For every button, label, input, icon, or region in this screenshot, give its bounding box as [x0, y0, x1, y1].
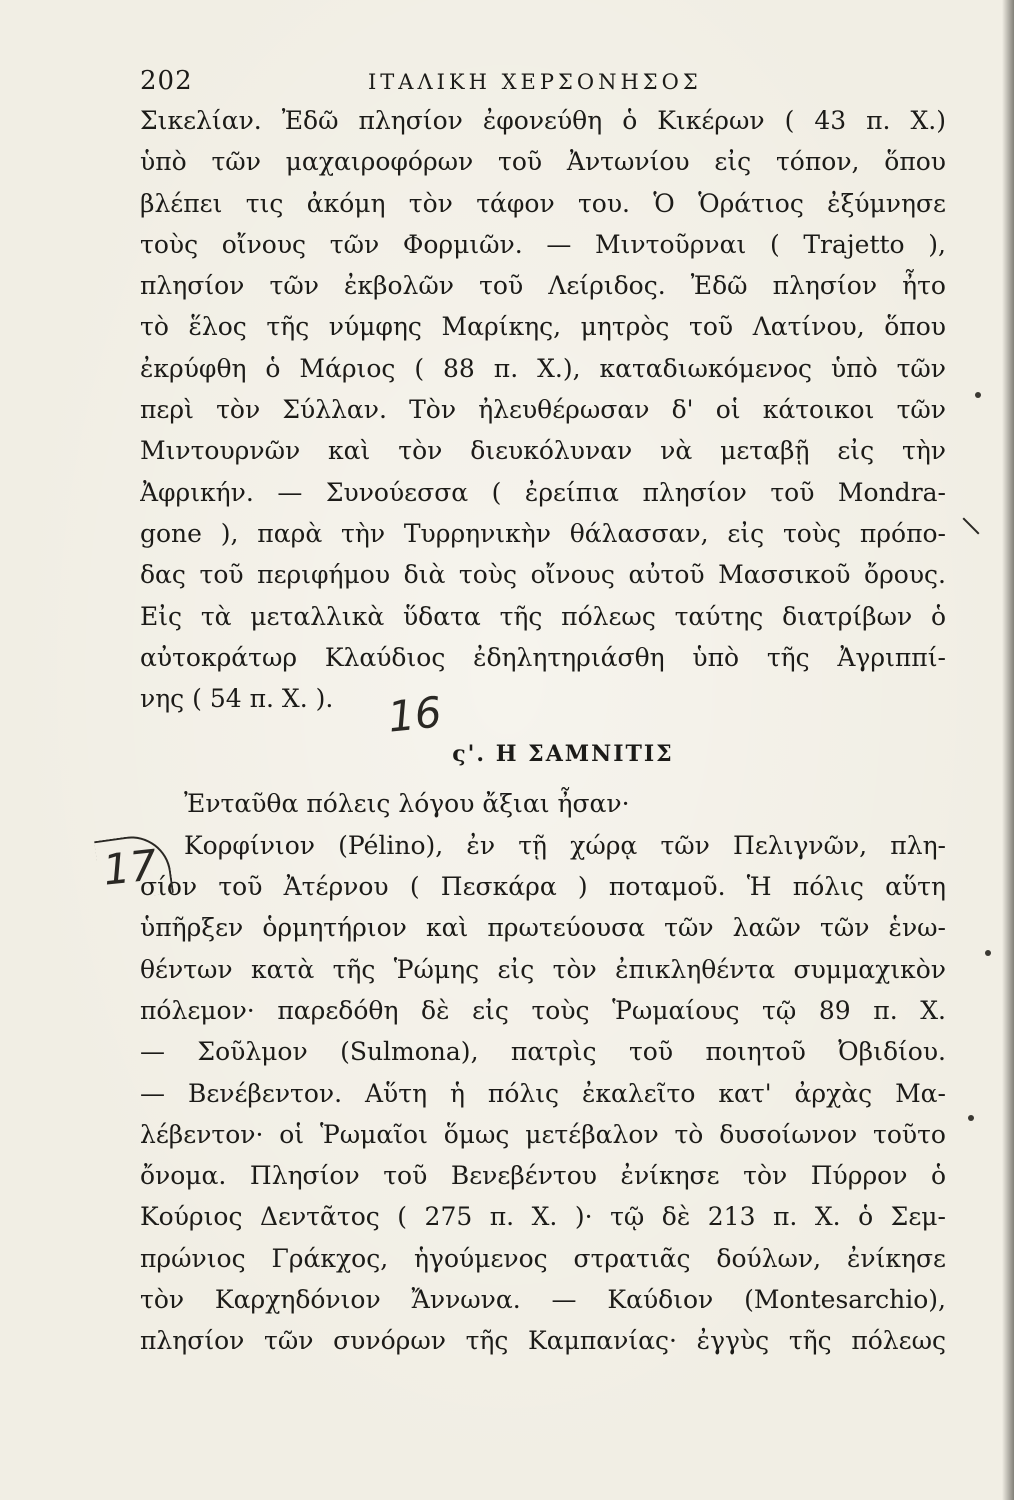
text-line: πλησίον τῶν συνόρων τῆς Καμπανίας· ἐγγὺς τῆς πόλεως: [140, 1326, 946, 1356]
text-line: ἐκρύφθη ὁ Μάριος ( 88 π. Χ.), καταδιωκόμενος ὑπὸ τῶν: [140, 353, 946, 383]
text-line: σίον τοῦ Ἀτέρνου ( Πεσκάρα ) ποταμοῦ. Ἡ πόλις αὕτη: [140, 872, 946, 902]
text-line: — Βενέβεντον. Αὕτη ἡ πόλις ἐκαλεῖτο κατ' ἀρχὰς Μα-: [140, 1078, 946, 1108]
text-line: Εἰς τὰ μεταλλικὰ ὕδατα τῆς πόλεως ταύτης διατρίβων ὁ: [140, 601, 946, 631]
ink-speck: [975, 392, 981, 398]
running-head: ΙΤΑΛΙΚΗ ΧΕΡΣΟΝΗΣΟΣ: [368, 70, 702, 94]
text-line: — Σοῦλμον (Sulmona), πατρὶς τοῦ ποιητοῦ Ὀβιδίου.: [140, 1037, 946, 1067]
page-number: 202: [140, 66, 193, 96]
text-line: τὸ ἕλος τῆς νύμφης Μαρίκης, μητρὸς τοῦ Λατίνου, ὅπου: [140, 312, 946, 342]
text-line: ὑπὸ τῶν μαχαιροφόρων τοῦ Ἀντωνίου εἰς τόπον, ὅπου: [140, 147, 946, 177]
ink-speck: [968, 1115, 974, 1121]
text-line: Ἀφρικήν. — Συνούεσσα ( ἐρείπια πλησίον τοῦ Mondra-: [140, 477, 946, 507]
text-line: Κούριος Δεντᾶτος ( 275 π. Χ. )· τῷ δὲ 213 π. Χ. ὁ Σεμ-: [140, 1202, 946, 1232]
text-line: Μιντουρνῶν καὶ τὸν διευκόλυναν νὰ μεταβῇ εἰς τὴν: [140, 436, 946, 466]
text-line: τοὺς οἴνους τῶν Φορμιῶν. — Μιντοῦρναι ( Trajetto ),: [140, 229, 946, 259]
text-line: περὶ τὸν Σύλλαν. Τὸν ἠλευθέρωσαν δ' οἱ κάτοικοι τῶν: [140, 395, 946, 425]
text-line: πλησίον τῶν ἐκβολῶν τοῦ Λείριδος. Ἐδῶ πλησίον ἦτο: [140, 271, 946, 301]
handwritten-margin-number: 17: [100, 840, 160, 895]
page-edge-shadow: [1002, 0, 1014, 1500]
ink-speck: [985, 950, 991, 956]
text-line: δας τοῦ περιφήμου διὰ τοὺς οἴνους αὐτοῦ Μασσικοῦ ὄρους.: [140, 560, 946, 590]
text-line: Σικελίαν. Ἐδῶ πλησίον ἐφονεύθη ὁ Κικέρων ( 43 π. Χ.): [140, 106, 946, 135]
text-line: πόλεμον· παρεδόθη δὲ εἰς τοὺς Ῥωμαίους τῷ 89 π. Χ.: [140, 995, 946, 1025]
text-line: νης ( 54 π. Χ. ).: [140, 684, 334, 714]
text-line: ὄνομα. Πλησίον τοῦ Βενεβέντου ἐνίκησε τὸν Πύρρον ὁ: [140, 1161, 946, 1191]
text-line: τὸν Καρχηδόνιον Ἄννωνα. — Καύδιον (Montesarchio),: [140, 1285, 946, 1315]
page-header: [140, 62, 900, 102]
handwritten-margin-number: 16: [385, 687, 444, 742]
text-line: gone ), παρὰ τὴν Τυρρηνικὴν θάλασσαν, εἰς τοὺς πρόπο-: [140, 518, 946, 548]
pencil-dash-mark: [963, 518, 980, 535]
text-line: Ἐνταῦθα πόλεις λόγου ἄξιαι ἦσαν·: [184, 789, 630, 819]
text-line: αὐτοκράτωρ Κλαύδιος ἐδηλητηριάσθη ὑπὸ τῆς Ἀγριππί-: [140, 642, 946, 672]
text-line: λέβεντον· οἱ Ῥωμαῖοι ὅμως μετέβαλον τὸ δυσοίωνον τοῦτο: [140, 1119, 946, 1149]
section-title: ς'. Η ΣΑΜΝΙΤΙΣ: [452, 741, 674, 768]
text-line: θέντων κατὰ τῆς Ῥώμης εἰς τὸν ἐπικληθέντα συμμαχικὸν: [140, 954, 946, 984]
text-line: ὑπῆρξεν ὁρμητήριον καὶ πρωτεύουσα τῶν λαῶν τῶν ἑνω-: [140, 913, 946, 943]
text-line: πρώνιος Γράκχος, ἡγούμενος στρατιᾶς δούλων, ἐνίκησε: [140, 1243, 946, 1273]
text-line: Κορφίνιον (Pélino), ἐν τῇ χώρᾳ τῶν Πελιγνῶν, πλη-: [184, 830, 946, 860]
text-line: βλέπει τις ἀκόμη τὸν τάφον του. Ὁ Ὁράτιος ἐξύμνησε: [140, 188, 946, 218]
paragraph-2: [140, 783, 946, 1361]
paragraph-1: [140, 100, 946, 719]
page-body: [140, 100, 946, 1362]
